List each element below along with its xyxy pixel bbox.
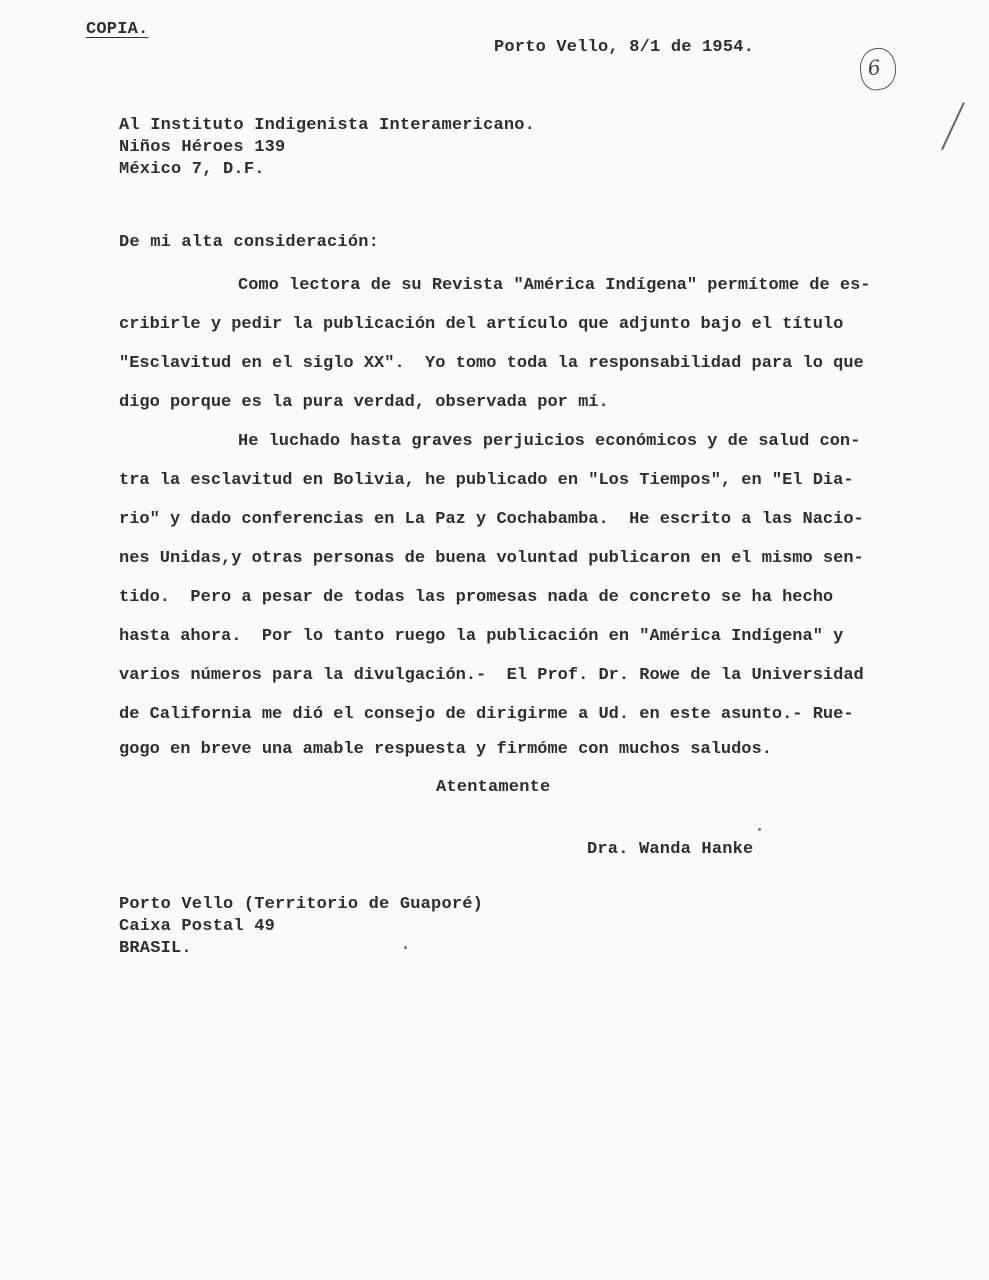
return-address-line-1: Porto Vello (Territorio de Guaporé) <box>119 895 484 914</box>
recipient-line-3: México 7, D.F. <box>119 160 265 179</box>
recipient-line-2: Niños Héroes 139 <box>119 138 286 157</box>
body-line: digo porque es la pura verdad, observada por mí. <box>119 393 609 412</box>
body-line: nes Unidas,y otras personas de buena voluntad publicaron en el mismo sen- <box>119 549 864 568</box>
body-line: Como lectora de su Revista "América Indígena" permítome de es- <box>238 276 871 295</box>
salutation: De mi alta consideración: <box>119 233 380 252</box>
body-line: hasta ahora. Por lo tanto ruego la publicación en "América Indígena" y <box>119 627 844 646</box>
body-line: He luchado hasta graves perjuicios económicos y de salud con- <box>238 432 861 451</box>
ink-speck <box>404 946 407 949</box>
body-line: tra la esclavitud en Bolivia, he publicado en "Los Tiempos", en "El Dia- <box>119 471 854 490</box>
body-line: de California me dió el consejo de dirigirme a Ud. en este asunto.- Rue- <box>119 705 854 724</box>
body-line: varios números para la divulgación.- El Prof. Dr. Rowe de la Universidad <box>119 666 864 685</box>
return-address-line-3: BRASIL. <box>119 939 192 958</box>
body-line: "Esclavitud en el siglo XX". Yo tomo toda la responsabilidad para lo que <box>119 354 864 373</box>
body-line: rio" y dado conferencias en La Paz y Cochabamba. He escrito a las Nacio- <box>119 510 864 529</box>
page-number-text: 6 <box>866 54 883 81</box>
closing: Atentamente <box>436 778 551 797</box>
return-address-line-2: Caixa Postal 49 <box>119 917 276 936</box>
pencil-mark <box>941 102 964 150</box>
handwritten-page-number <box>857 46 898 93</box>
ink-speck <box>758 828 761 831</box>
recipient-line-1: Al Instituto Indigenista Interamericano. <box>119 116 536 135</box>
body-line: cribirle y pedir la publicación del artículo que adjunto bajo el título <box>119 315 844 334</box>
signature: Dra. Wanda Hanke <box>587 840 754 859</box>
copy-label: COPIA. <box>86 20 149 39</box>
date-line: Porto Vello, 8/1 de 1954. <box>494 38 755 57</box>
body-line: gogo en breve una amable respuesta y firmóme con muchos saludos. <box>119 740 772 759</box>
body-line: tido. Pero a pesar de todas las promesas nada de concreto se ha hecho <box>119 588 834 607</box>
